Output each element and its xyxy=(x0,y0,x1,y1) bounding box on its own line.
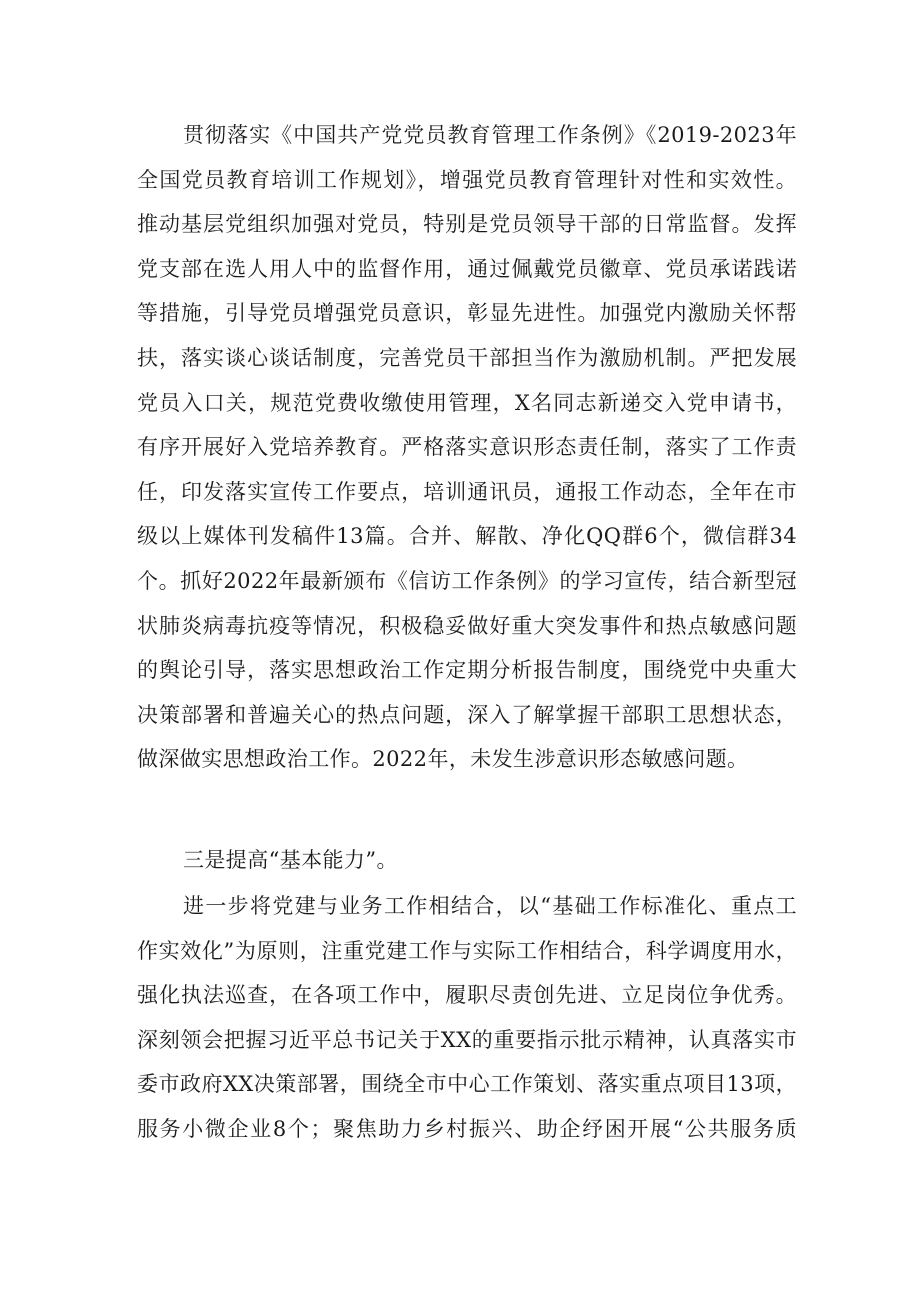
text-line: 有序开展好入党培养教育。严格落实意识形态责任制，落实了工作责 xyxy=(137,435,797,460)
text-line: 服务小微企业8个；聚焦助力乡村振兴、助企纾困开展“公共服务质 xyxy=(137,1116,797,1141)
text-line: 党员入口关，规范党费收缴使用管理，X名同志新递交入党申请书， xyxy=(137,390,797,415)
text-line: 深刻领会把握习近平总书记关于XX的重要指示批示精神，认真落实市 xyxy=(137,1027,797,1052)
text-line: 全国党员教育培训工作规划》，增强党员教育管理针对性和实效性。 xyxy=(137,167,797,192)
text-line: 进一步将党建与业务工作相结合，以“基础工作标准化、重点工 xyxy=(183,894,797,918)
section-heading xyxy=(137,838,797,883)
heading-basic-ability: 三是提高“基本能力”。 xyxy=(183,848,398,872)
text-line: 作实效化”为原则，注重党建工作与实际工作相结合，科学调度用水， xyxy=(137,938,797,963)
text-line: 党支部在选人用人中的监督作用，通过佩戴党员徽章、党员承诺践诺 xyxy=(137,256,797,281)
text-line: 任，印发落实宣传工作要点，培训通讯员，通报工作动态，全年在市 xyxy=(137,479,797,504)
text-line: 推动基层党组织加强对党员，特别是党员领导干部的日常监督。发挥 xyxy=(137,212,797,237)
text-line: 个。抓好2022年最新颁布《信访工作条例》的学习宣传，结合新型冠 xyxy=(137,568,797,593)
text-line: 强化执法巡查，在各项工作中，履职尽责创先进、立足岗位争优秀。 xyxy=(137,983,797,1008)
text-line: 等措施，引导党员增强党员意识，彰显先进性。加强党内激励关怀帮 xyxy=(137,301,797,326)
text-line: 决策部署和普遍关心的热点问题，深入了解掌握干部职工思想状态， xyxy=(137,702,797,727)
text-line: 状肺炎病毒抗疫等情况，积极稳妥做好重大突发事件和热点敏感问题 xyxy=(137,613,797,638)
text-line: 级以上媒体刊发稿件13篇。合并、解散、净化QQ群6个，微信群34 xyxy=(137,524,797,549)
text-line: 贯彻落实《中国共产党党员教育管理工作条例》《2019-2023年 xyxy=(183,123,797,147)
text-line: 扶，落实谈心谈话制度，完善党员干部担当作为激励机制。严把发展 xyxy=(137,345,797,370)
paragraph-party-building-business xyxy=(137,884,797,1152)
text-line: 做深做实思想政治工作。2022年，未发生涉意识形态敏感问题。 xyxy=(137,747,749,772)
text-line: 的舆论引导，落实思想政治工作定期分析报告制度，围绕党中央重大 xyxy=(137,658,797,683)
text-line: 委市政府XX决策部署，围绕全市中心工作策划、落实重点项目13项， xyxy=(137,1072,797,1097)
paragraph-party-education xyxy=(137,113,797,782)
